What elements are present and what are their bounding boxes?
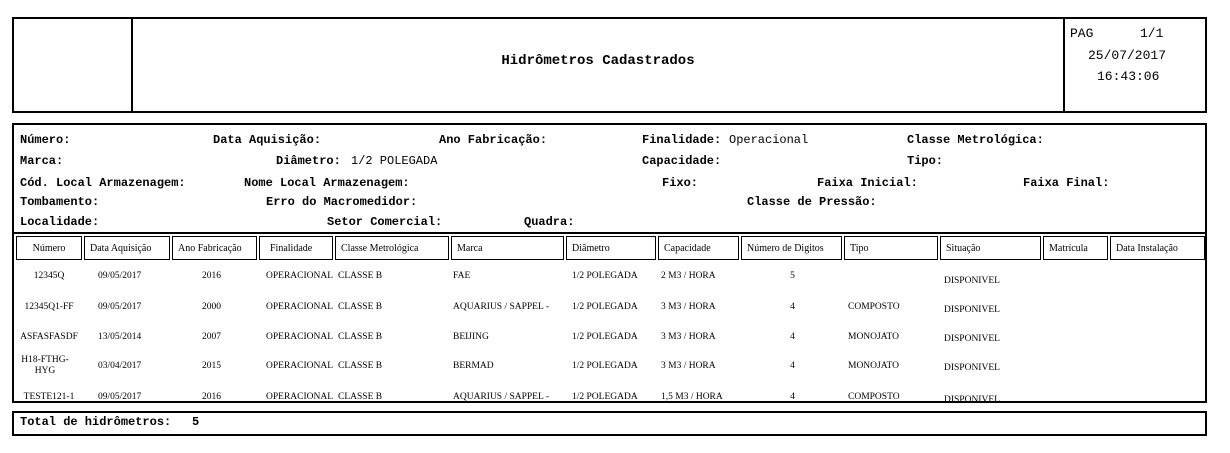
cell-data-aquisicao: 09/05/2017 <box>98 271 142 281</box>
cell-data-aquisicao: 03/04/2017 <box>98 361 142 371</box>
cell-capacidade: 3 M3 / HORA <box>661 332 716 342</box>
filter-faixa-final: Faixa Final: <box>1023 176 1110 190</box>
cell-tipo: MONOJATO <box>848 361 900 371</box>
cell-data-aquisicao: 09/05/2017 <box>98 302 142 312</box>
cell-finalidade: OPERACIONAL <box>266 332 334 342</box>
cell-numero: 12345Q1-FF <box>24 302 74 312</box>
filter-numero: Número: <box>20 133 71 147</box>
cell-situacao: DISPONIVEL <box>944 363 1000 373</box>
filter-finalidade-value: Operacional <box>729 133 809 147</box>
header-divider <box>1063 17 1065 113</box>
cell-marca: AQUARIUS / SAPPEL - <box>453 302 549 312</box>
page-label: PAG <box>1070 26 1094 41</box>
cell-classe: CLASSE B <box>338 361 383 371</box>
cell-marca: BEIJING <box>453 332 489 342</box>
column-header-numero-digitos: Número de Digitos <box>741 236 842 260</box>
filter-nome-local: Nome Local Armazenagem: <box>244 176 410 190</box>
column-header-marca: Marca <box>451 236 564 260</box>
cell-digitos: 4 <box>790 392 795 402</box>
report-time: 16:43:06 <box>1097 69 1160 84</box>
filter-fixo: Fixo: <box>662 176 699 190</box>
filter-table-divider <box>12 232 1207 234</box>
filter-setor-comercial: Setor Comercial: <box>327 215 443 229</box>
column-header-tipo: Tipo <box>844 236 938 260</box>
column-header-ano-fabricacao: Ano Fabricação <box>172 236 257 260</box>
cell-capacidade: 3 M3 / HORA <box>661 361 716 371</box>
cell-ano-fabricacao: 2016 <box>202 271 221 281</box>
cell-tipo: MONOJATO <box>848 332 900 342</box>
cell-situacao: DISPONIVEL <box>944 395 1000 405</box>
filter-quadra: Quadra: <box>524 215 575 229</box>
column-header-capacidade: Capacidade <box>658 236 739 260</box>
filter-erro-macromedidor: Erro do Macromedidor: <box>266 195 418 209</box>
cell-numero-cont: HYG <box>34 366 56 376</box>
column-header-situacao: Situação <box>940 236 1041 260</box>
cell-diametro: 1/2 POLEGADA <box>572 332 638 342</box>
cell-diametro: 1/2 POLEGADA <box>572 361 638 371</box>
cell-classe: CLASSE B <box>338 302 383 312</box>
column-header-finalidade: Finalidade <box>259 236 333 260</box>
filter-ano-fabricacao: Ano Fabricação: <box>439 133 548 147</box>
cell-marca: BERMAD <box>453 361 494 371</box>
column-header-matricula: Matrícula <box>1043 236 1108 260</box>
cell-situacao: DISPONIVEL <box>944 334 1000 344</box>
cell-numero: 12345Q <box>33 271 65 281</box>
cell-digitos: 4 <box>790 332 795 342</box>
report-date: 25/07/2017 <box>1088 48 1167 63</box>
cell-numero: ASFASFASDF <box>20 332 78 342</box>
cell-numero: TESTE121-1 <box>23 392 75 402</box>
filter-faixa-inicial: Faixa Inicial: <box>817 176 918 190</box>
column-header-numero: Número <box>16 236 82 260</box>
cell-classe: CLASSE B <box>338 392 383 402</box>
cell-finalidade: OPERACIONAL <box>266 361 334 371</box>
filter-diametro-label: Diâmetro: <box>276 154 341 168</box>
filter-marca: Marca: <box>20 154 64 168</box>
cell-situacao: DISPONIVEL <box>944 276 1000 286</box>
total-label: Total de hidrômetros: <box>20 415 172 429</box>
cell-ano-fabricacao: 2016 <box>202 392 221 402</box>
filter-data-aquisicao: Data Aquisição: <box>213 133 322 147</box>
column-header-data-aquisicao: Data Aquisição <box>84 236 170 260</box>
cell-classe: CLASSE B <box>338 332 383 342</box>
page-number: 1/1 <box>1140 26 1164 41</box>
cell-diametro: 1/2 POLEGADA <box>572 271 638 281</box>
filter-classe-metrologica: Classe Metrológica: <box>907 133 1044 147</box>
cell-tipo: COMPOSTO <box>848 302 900 312</box>
filter-localidade: Localidade: <box>20 215 100 229</box>
filter-finalidade-label: Finalidade: <box>642 133 722 147</box>
cell-ano-fabricacao: 2000 <box>202 302 221 312</box>
cell-tipo: COMPOSTO <box>848 392 900 402</box>
cell-ano-fabricacao: 2015 <box>202 361 221 371</box>
cell-finalidade: OPERACIONAL <box>266 392 334 402</box>
column-header-data-instalacao: Data Instalação <box>1110 236 1205 260</box>
cell-situacao: DISPONIVEL <box>944 305 1000 315</box>
cell-capacidade: 3 M3 / HORA <box>661 302 716 312</box>
filter-cod-local: Cód. Local Armazenagem: <box>20 176 186 190</box>
cell-capacidade: 2 M3 / HORA <box>661 271 716 281</box>
cell-finalidade: OPERACIONAL <box>266 302 334 312</box>
cell-marca: AQUARIUS / SAPPEL - <box>453 392 549 402</box>
cell-data-aquisicao: 13/05/2014 <box>98 332 142 342</box>
column-header-diametro: Diâmetro <box>566 236 656 260</box>
report-title: Hidrômetros Cadastrados <box>501 53 695 69</box>
cell-numero: H18-FTHG- <box>21 355 69 365</box>
cell-ano-fabricacao: 2007 <box>202 332 221 342</box>
cell-classe: CLASSE B <box>338 271 383 281</box>
cell-digitos: 4 <box>790 361 795 371</box>
cell-diametro: 1/2 POLEGADA <box>572 302 638 312</box>
filter-tipo: Tipo: <box>907 154 944 168</box>
cell-marca: FAE <box>453 271 471 281</box>
cell-diametro: 1/2 POLEGADA <box>572 392 638 402</box>
cell-finalidade: OPERACIONAL <box>266 271 334 281</box>
column-header-classe-metrologica: Classe Metrológica <box>335 236 449 260</box>
cell-digitos: 5 <box>790 271 795 281</box>
cell-capacidade: 1,5 M3 / HORA <box>661 392 723 402</box>
cell-digitos: 4 <box>790 302 795 312</box>
filter-diametro-value: 1/2 POLEGADA <box>351 154 438 168</box>
cell-data-aquisicao: 09/05/2017 <box>98 392 142 402</box>
total-value: 5 <box>192 415 200 429</box>
filter-capacidade: Capacidade: <box>642 154 722 168</box>
filter-tombamento: Tombamento: <box>20 195 100 209</box>
filter-classe-pressao: Classe de Pressão: <box>747 195 877 209</box>
